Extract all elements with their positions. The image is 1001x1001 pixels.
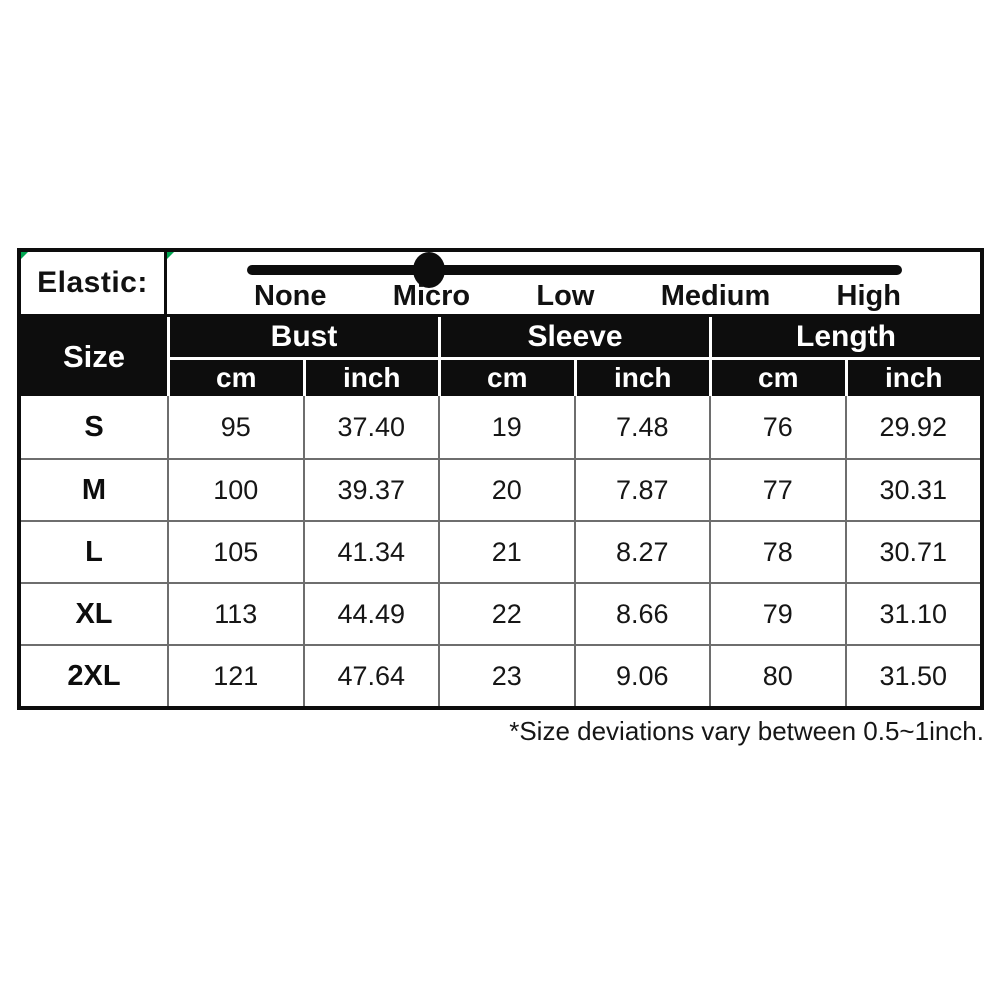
header-size: Size xyxy=(21,317,167,396)
row-m-sleeve-inch: 7.87 xyxy=(574,458,710,520)
elastic-label-cell xyxy=(21,252,167,314)
size-chart-table xyxy=(17,248,984,710)
row-xl-length-inch: 31.10 xyxy=(845,582,981,644)
cell-flag-icon xyxy=(167,252,174,259)
row-m-bust-cm: 100 xyxy=(167,458,303,520)
header-length-cm: cm xyxy=(712,360,845,396)
row-2xl-bust-cm: 121 xyxy=(167,644,303,706)
elastic-slider-track[interactable] xyxy=(247,265,902,275)
elastic-level-micro: Micro xyxy=(392,280,471,312)
row-s-length-inch: 29.92 xyxy=(845,396,981,458)
row-xl-bust-cm: 113 xyxy=(167,582,303,644)
row-xl-length-cm: 79 xyxy=(709,582,845,644)
row-2xl-bust-inch: 47.64 xyxy=(303,644,439,706)
elastic-label: Elastic: xyxy=(37,266,148,299)
header-length: Length xyxy=(712,317,980,357)
header-bust: Bust xyxy=(170,317,438,357)
row-s-length-cm: 76 xyxy=(709,396,845,458)
row-xl-sleeve-cm: 22 xyxy=(438,582,574,644)
row-l-sleeve-inch: 8.27 xyxy=(574,520,710,582)
row-l-length-cm: 78 xyxy=(709,520,845,582)
row-s-size: S xyxy=(21,396,167,458)
row-2xl-sleeve-cm: 23 xyxy=(438,644,574,706)
elastic-row xyxy=(21,252,980,317)
header-sleeve-inch: inch xyxy=(577,360,710,396)
table-header xyxy=(21,317,980,396)
elastic-level-labels xyxy=(167,282,980,311)
row-m-sleeve-cm: 20 xyxy=(438,458,574,520)
size-deviation-footnote: *Size deviations vary between 0.5~1inch. xyxy=(509,716,984,746)
row-m-length-inch: 30.31 xyxy=(845,458,981,520)
row-2xl-size: 2XL xyxy=(21,644,167,706)
header-bust-cm: cm xyxy=(170,360,303,396)
elastic-level-low: Low xyxy=(536,280,595,312)
row-2xl-sleeve-inch: 9.06 xyxy=(574,644,710,706)
row-l-size: L xyxy=(21,520,167,582)
elastic-level-high: High xyxy=(836,280,901,312)
row-m-size: M xyxy=(21,458,167,520)
row-l-length-inch: 30.71 xyxy=(845,520,981,582)
row-s-bust-inch: 37.40 xyxy=(303,396,439,458)
row-2xl-length-inch: 31.50 xyxy=(845,644,981,706)
cell-flag-icon xyxy=(21,252,28,259)
header-sleeve-cm: cm xyxy=(441,360,574,396)
table-body xyxy=(21,396,980,706)
header-length-inch: inch xyxy=(848,360,981,396)
row-m-bust-inch: 39.37 xyxy=(303,458,439,520)
row-xl-bust-inch: 44.49 xyxy=(303,582,439,644)
row-s-bust-cm: 95 xyxy=(167,396,303,458)
row-xl-size: XL xyxy=(21,582,167,644)
elastic-level-none: None xyxy=(254,280,327,312)
row-s-sleeve-cm: 19 xyxy=(438,396,574,458)
row-s-sleeve-inch: 7.48 xyxy=(574,396,710,458)
row-xl-sleeve-inch: 8.66 xyxy=(574,582,710,644)
row-2xl-length-cm: 80 xyxy=(709,644,845,706)
row-l-bust-inch: 41.34 xyxy=(303,520,439,582)
row-m-length-cm: 77 xyxy=(709,458,845,520)
elastic-slider-cell xyxy=(167,252,980,314)
row-l-bust-cm: 105 xyxy=(167,520,303,582)
elastic-level-medium: Medium xyxy=(660,280,771,312)
header-sleeve: Sleeve xyxy=(441,317,709,357)
header-bust-inch: inch xyxy=(306,360,439,396)
row-l-sleeve-cm: 21 xyxy=(438,520,574,582)
